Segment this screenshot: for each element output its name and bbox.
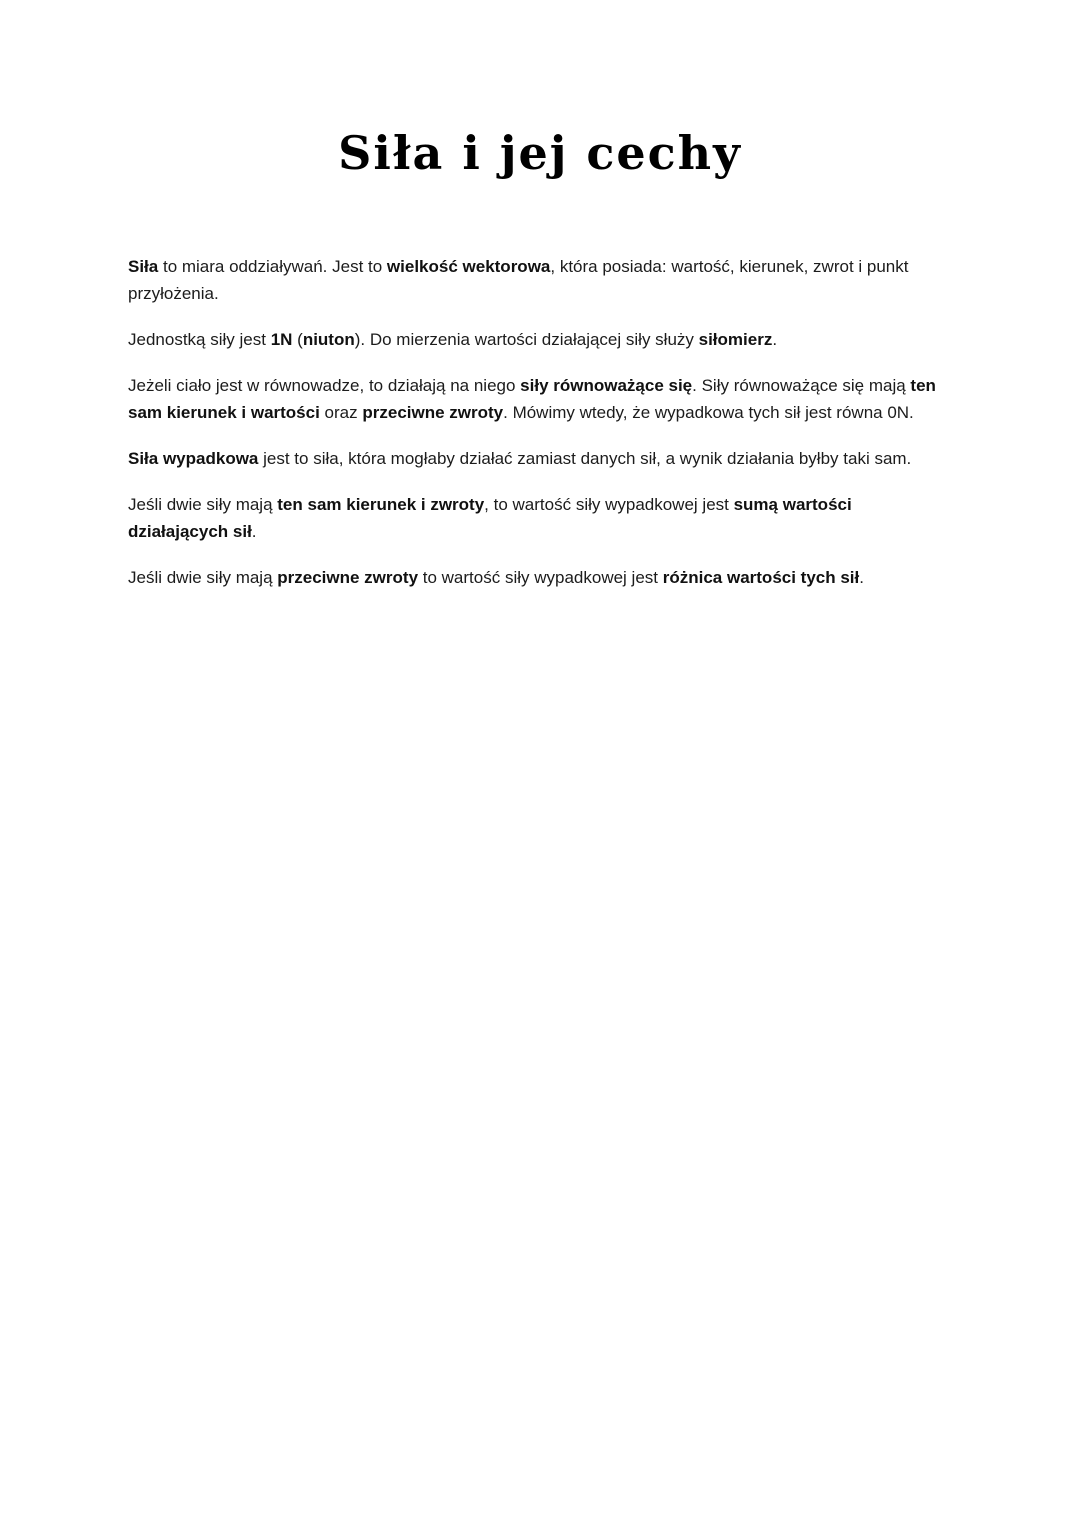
bold-text-run: wielkość wektorowa — [386, 257, 551, 277]
text-run: Jednostką siły jest — [128, 330, 271, 350]
paragraph — [128, 372, 950, 426]
paragraph — [128, 491, 950, 545]
text-run: ). Do mierzenia wartości działającej siły służy — [354, 330, 699, 350]
text-run: , która posiada: wartość, kierunek, zwrot i punkt przyłożenia. — [128, 257, 909, 304]
text-run: . — [772, 330, 778, 350]
text-run: jest to siła, która mogłaby działać zamiast danych sił, a wynik działania byłby taki sam. — [258, 449, 912, 469]
text-run: . — [859, 568, 864, 588]
document-body — [128, 253, 950, 591]
text-run: Jeśli dwie siły mają — [128, 568, 278, 588]
bold-text-run: sumą wartości działających sił — [128, 495, 852, 542]
text-run: . — [251, 522, 257, 542]
bold-text-run: różnica wartości tych sił — [662, 568, 860, 588]
bold-text-run: przeciwne zwroty — [277, 568, 419, 588]
bold-text-run: ten sam kierunek i zwroty — [277, 495, 485, 515]
bold-text-run: niuton — [302, 330, 355, 350]
bold-text-run: siłomierz — [698, 330, 773, 350]
bold-text-run: przeciwne zwroty — [362, 403, 504, 423]
paragraph — [128, 253, 950, 307]
text-run: . Siły równoważące się mają — [692, 376, 911, 396]
text-run: oraz — [319, 403, 363, 423]
bold-text-run: Siła — [128, 257, 159, 277]
paragraph — [128, 564, 950, 591]
bold-text-run: Siła wypadkowa — [128, 449, 259, 469]
paragraph — [128, 326, 950, 353]
bold-text-run: 1N — [270, 330, 293, 350]
text-run: to wartość siły wypadkowej jest — [418, 568, 663, 588]
text-run: Jeśli dwie siły mają — [128, 495, 278, 515]
text-run: ( — [292, 330, 303, 350]
paragraph — [128, 445, 950, 472]
bold-text-run: siły równoważące się — [520, 376, 693, 396]
text-run: . Mówimy wtedy, że wypadkowa tych sił jest równa 0N. — [503, 403, 914, 423]
text-run: Jeżeli ciało jest w równowadze, to działają na niego — [128, 376, 521, 396]
document-title: Siła i jej cechy — [338, 126, 742, 180]
text-run: to miara oddziaływań. Jest to — [158, 257, 387, 277]
bold-text-run: ten sam kierunek i wartości — [128, 376, 936, 423]
text-run: , to wartość siły wypadkowej jest — [484, 495, 734, 515]
